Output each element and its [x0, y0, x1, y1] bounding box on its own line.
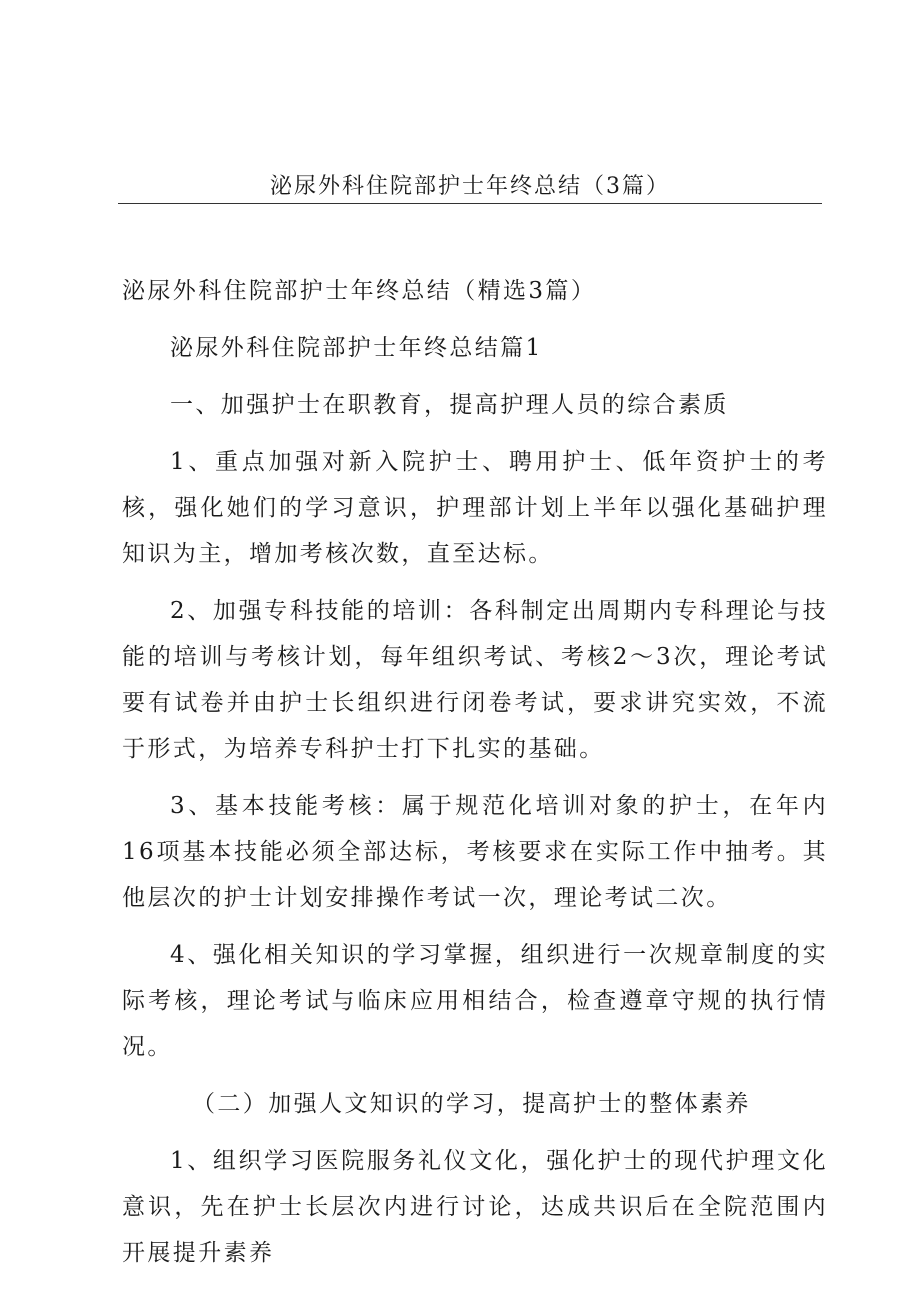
paragraph-item-4: 4、强化相关知识的学习掌握，组织进行一次规章制度的实际考核，理论考试与临床应用相结合，检查遵章守规的执行情况。 [122, 942, 828, 1060]
section-heading-1: 一、加强护士在职教育，提高护理人员的综合素质 [170, 392, 729, 418]
document-body [122, 268, 828, 1287]
paragraph-item-1: 1、重点加强对新入院护士、聘用护士、低年资护士的考核，强化她们的学习意识，护理部计划上半年以强化基础护理知识为主，增加考核次数，直至达标。 [122, 449, 828, 567]
paragraph-item-3: 3、基本技能考核：属于规范化培训对象的护士，在年内16项基本技能必须全部达标，考核要求在实际工作中抽考。其他层次的护士计划安排操作考试一次，理论考试二次。 [122, 793, 828, 911]
paragraph-item-5: 1、组织学习医院服务礼仪文化，强化护士的现代护理文化意识，先在护士长层次内进行讨论，达成共识后在全院范围内开展提升素养 [122, 1148, 828, 1266]
section-heading-2: （二）加强人文知识的学习，提高护士的整体素养 [192, 1091, 751, 1117]
page-header-title: 泌尿外科住院部护士年终总结（3篇） [270, 174, 670, 199]
chapter-title: 泌尿外科住院部护士年终总结篇1 [170, 335, 543, 361]
paragraph-item-2: 2、加强专科技能的培训：各科制定出周期内专科理论与技能的培训与考核计划，每年组织考试、考核2～3次，理论考试要有试卷并由护士长组织进行闭卷考试，要求讲究实效，不流于形式，为培养专科护士打下扎实的基础。 [122, 598, 828, 762]
header-divider [118, 203, 822, 204]
document-subtitle: 泌尿外科住院部护士年终总结（精选3篇） [122, 278, 597, 304]
